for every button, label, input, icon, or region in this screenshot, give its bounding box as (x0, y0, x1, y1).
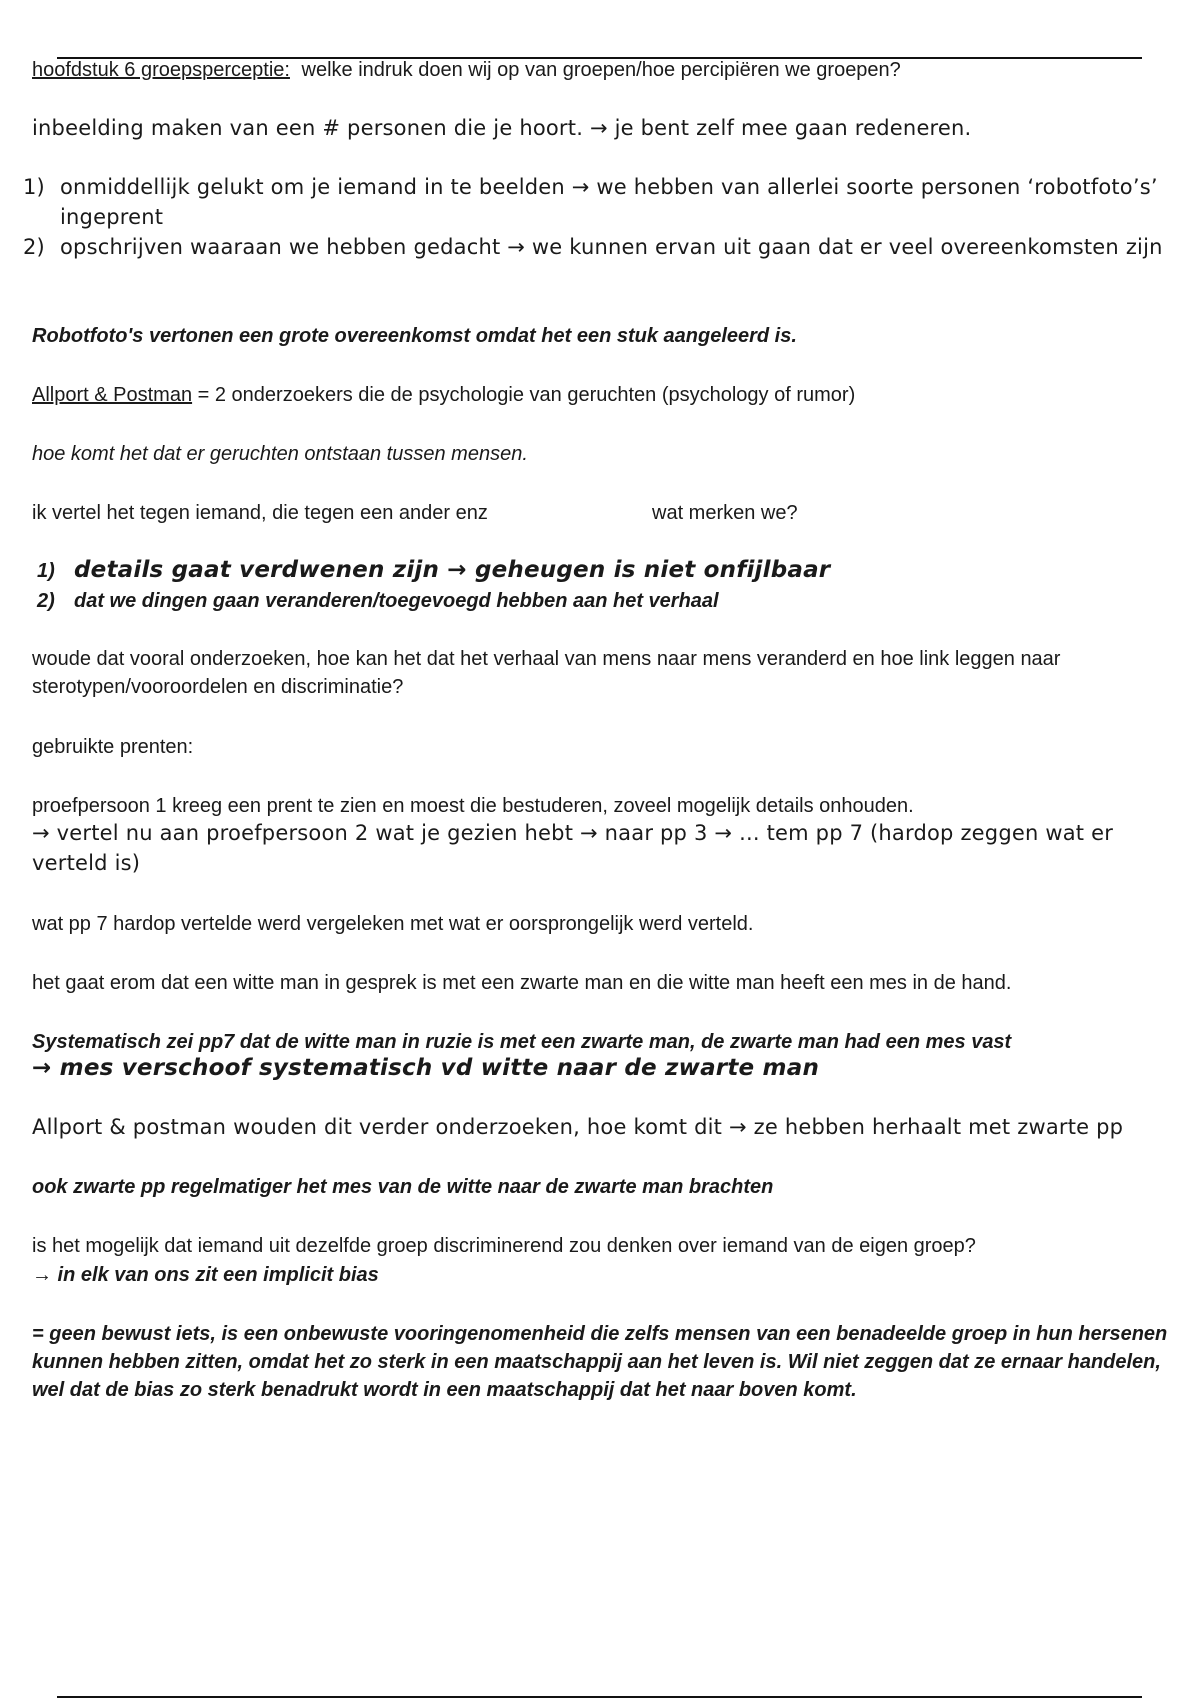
paragraph-procedure-steps: → vertel nu aan proefpersoon 2 wat je gezien hebt → naar pp 3 → ... tem pp 7 (hardop zeggen wat er verteld is) (32, 821, 1114, 875)
chapter-title: hoofdstuk 6 groepsperceptie: (32, 59, 290, 81)
list-number: 2) (23, 235, 45, 259)
telling-text: ik vertel het tegen iemand, die tegen een ander enz (32, 502, 488, 524)
researchers-link-text: Allport & Postman (32, 384, 193, 406)
paragraph-black-participants: ook zwarte pp regelmatiger het mes van de witte naar de zwarte man brachten (32, 1176, 774, 1198)
paragraph-scene: het gaat erom dat een witte man in gesprek is met een zwarte man en die witte man heeft een mes in de hand. (32, 972, 1012, 994)
paragraph-comparison: wat pp 7 hardop vertelde werd vergeleken met wat er oorsprongelijk werd verteld. (32, 913, 754, 935)
chapter-heading (32, 56, 1182, 84)
bottom-divider (57, 1696, 1142, 1698)
paragraph-bias-definition: = geen bewust iets, is een onbewuste vooringenomenheid die zelfs mensen van een benadeelde groep in hun hersenen kunnen hebben zitten, omdat het zo sterk in een maatschappij aan het leven is. Wil niet zeggen dat ze ernaar handelen, wel dat de bias zo sterk benadrukt wordt in een maatschappij dat het naar boven komt. (32, 1323, 1168, 1401)
list-item: onmiddellijk gelukt om je iemand in te beelden → we hebben van allerlei soorte personen ‘robotfoto’s’ ingeprent (60, 175, 1158, 229)
list-item: details gaat verdwenen zijn → geheugen is niet onfijlbaar (74, 557, 831, 583)
paragraph-research-goal: woude dat vooral onderzoeken, hoe kan het dat het verhaal van mens naar mens veranderd en hoe link leggen naar sterotypen/vooroordelen en discriminatie? (32, 648, 1061, 698)
paragraph-prints-label: gebruikte prenten: (32, 736, 194, 758)
list-number: 1) (37, 560, 55, 582)
paragraph-telling (32, 499, 1182, 527)
list-item: dat we dingen gaan veranderen/toegevoegd hebben aan het verhaal (74, 590, 719, 612)
paragraph-allport (32, 381, 1182, 409)
paragraph-rumors-question: hoe komt het dat er geruchten ontstaan tussen mensen. (32, 443, 528, 465)
researchers-description: = 2 onderzoekers die de psychologie van geruchten (psychology of rumor) (192, 384, 856, 406)
paragraph-knife-shift: → mes verschoof systematisch vd witte naar de zwarte man (32, 1055, 820, 1081)
paragraph-robotfoto: Robotfoto's vertonen een grote overeenkomst omdat het een stuk aangeleerd is. (32, 325, 797, 347)
chapter-subtitle: welke indruk doen wij op van groepen/hoe percipiëren we groepen? (301, 59, 901, 81)
list-number: 2) (37, 590, 55, 612)
observations-question: wat merken we? (652, 502, 798, 524)
list-number: 1) (23, 175, 45, 199)
list-item: opschrijven waaraan we hebben gedacht → we kunnen ervan uit gaan dat er veel overeenkomsten zijn (60, 235, 1163, 259)
paragraph-systematic: Systematisch zei pp7 dat de witte man in ruzie is met een zwarte man, de zwarte man had een mes vast (32, 1031, 1012, 1053)
paragraph-replication: Allport & postman wouden dit verder onderzoeken, hoe komt dit → ze hebben herhaalt met zwarte pp (32, 1115, 1124, 1139)
paragraph-implicit-bias: → in elk van ons zit een implicit bias (32, 1264, 379, 1286)
paragraph-procedure: proefpersoon 1 kreeg een prent te zien en moest die bestuderen, zoveel mogelijk details onhouden. (32, 795, 914, 817)
paragraph-ingroup-question: is het mogelijk dat iemand uit dezelfde groep discriminerend zou denken over iemand van de eigen groep? (32, 1235, 976, 1257)
paragraph-intro: inbeelding maken van een # personen die je hoort. → je bent zelf mee gaan redeneren. (32, 116, 972, 140)
